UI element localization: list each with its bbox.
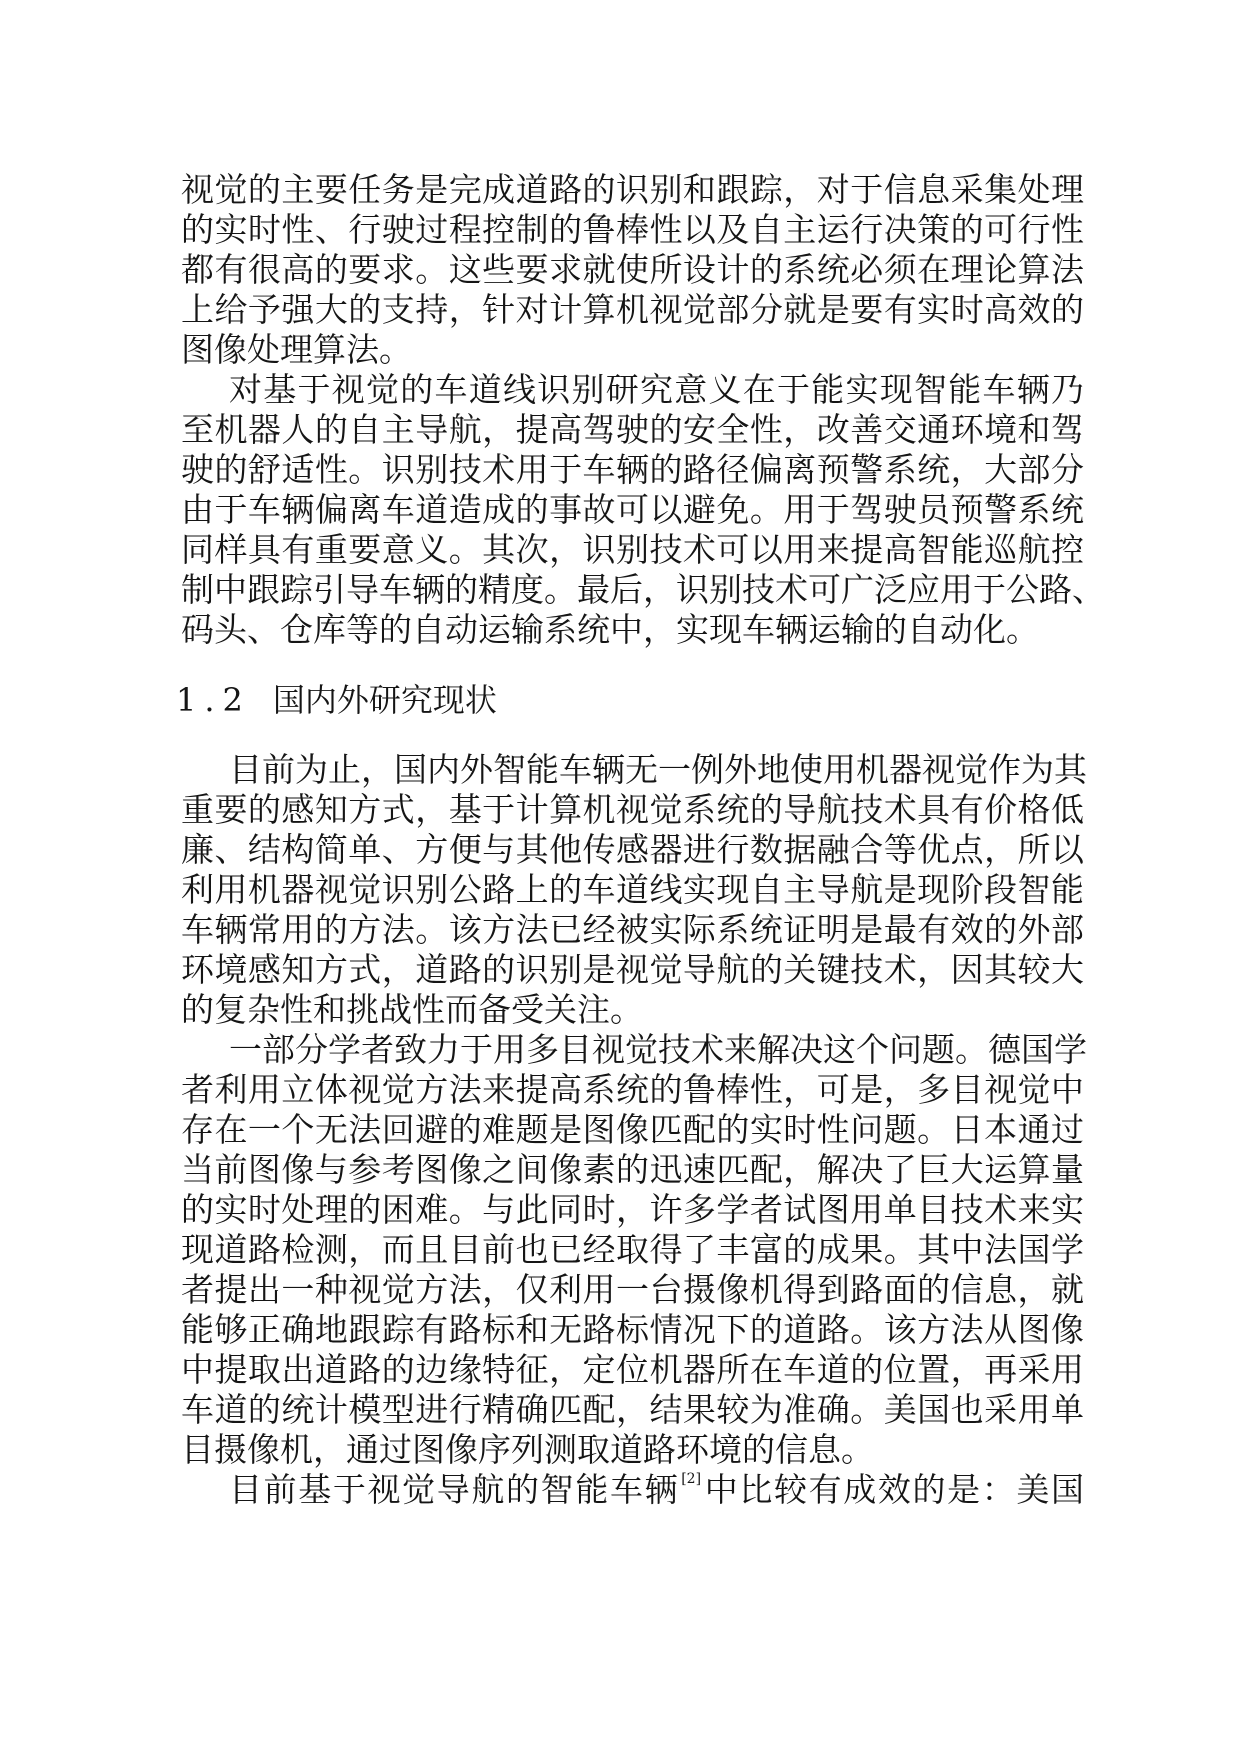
paragraph-3-line: 利用机器视觉识别公路上的车道线实现自主导航是现阶段智能 [181,870,1084,909]
paragraph-3-line: 目前为止，国内外智能车辆无一例外地使用机器视觉作为其 [229,750,1087,789]
paragraph-1-line: 上给予强大的支持，针对计算机视觉部分就是要有实时高效的 [181,290,1084,329]
paragraph-3-line: 的复杂性和挑战性而备受关注。 [181,990,643,1029]
paragraph-1-line: 的实时性、行驶过程控制的鲁棒性以及自主运行决策的可行性 [181,210,1084,249]
paragraph-2-line: 由于车辆偏离车道造成的事故可以避免。用于驾驶员预警系统 [181,490,1084,529]
paragraph-1-line: 视觉的主要任务是完成道路的识别和跟踪，对于信息采集处理 [181,170,1084,209]
paragraph-4-line: 目摄像机，通过图像序列测取道路环境的信息。 [181,1430,874,1469]
section-title: 国内外研究现状 [272,681,497,719]
paragraph-4-line: 能够正确地跟踪有路标和无路标情况下的道路。该方法从图像 [181,1310,1084,1349]
paragraph-5-line [229,1470,1084,1510]
paragraph-3-line: 车辆常用的方法。该方法已经被实际系统证明是最有效的外部 [181,910,1084,949]
section-number: 1.2 [176,681,251,719]
paragraph-3-line: 重要的感知方式，基于计算机视觉系统的导航技术具有价格低 [181,790,1084,829]
section-heading [176,680,497,720]
paragraph-4-line: 现道路检测，而且目前也已经取得了丰富的成果。其中法国学 [181,1230,1084,1269]
paragraph-4-line: 存在一个无法回避的难题是图像匹配的实时性问题。日本通过 [181,1110,1084,1149]
paragraph-4-line: 车道的统计模型进行精确匹配，结果较为准确。美国也采用单 [181,1390,1084,1429]
paragraph-1-line: 图像处理算法。 [181,330,412,369]
paragraph-1-line: 都有很高的要求。这些要求就使所设计的系统必须在理论算法 [181,250,1084,289]
citation-ref[interactable]: [2] [681,1471,702,1487]
paragraph-2-line: 至机器人的自主导航，提高驾驶的安全性，改善交通环境和驾 [181,410,1084,449]
paragraph-4-line: 者利用立体视觉方法来提高系统的鲁棒性，可是，多目视觉中 [181,1070,1084,1109]
paragraph-3-line: 廉、结构简单、方便与其他传感器进行数据融合等优点，所以 [181,830,1084,869]
paragraph-3-line: 环境感知方式，道路的识别是视觉导航的关键技术，因其较大 [181,950,1084,989]
paragraph-4-line: 中提取出道路的边缘特征，定位机器所在车道的位置，再采用 [181,1350,1084,1389]
paragraph-5-text: 中比较有成效的是：美国 [703,1470,1085,1509]
paragraph-5-text: 目前基于视觉导航的智能车辆 [229,1470,680,1509]
paragraph-4-line: 一部分学者致力于用多目视觉技术来解决这个问题。德国学 [229,1030,1087,1069]
paragraph-2-line: 驶的舒适性。识别技术用于车辆的路径偏离预警系统，大部分 [181,450,1084,489]
paragraph-2-line: 制中跟踪引导车辆的精度。最后，识别技术可广泛应用于公路、 [181,570,1105,609]
paragraph-2-line: 对基于视觉的车道线识别研究意义在于能实现智能车辆乃 [229,370,1084,409]
paragraph-4-line: 者提出一种视觉方法，仅利用一台摄像机得到路面的信息，就 [181,1270,1084,1309]
paragraph-2-line: 同样具有重要意义。其次，识别技术可以用来提高智能巡航控 [181,530,1084,569]
paragraph-4-line: 当前图像与参考图像之间像素的迅速匹配，解决了巨大运算量 [181,1150,1084,1189]
paragraph-4-line: 的实时处理的困难。与此同时，许多学者试图用单目技术来实 [181,1190,1084,1229]
paragraph-2-line: 码头、仓库等的自动运输系统中，实现车辆运输的自动化。 [181,610,1039,649]
